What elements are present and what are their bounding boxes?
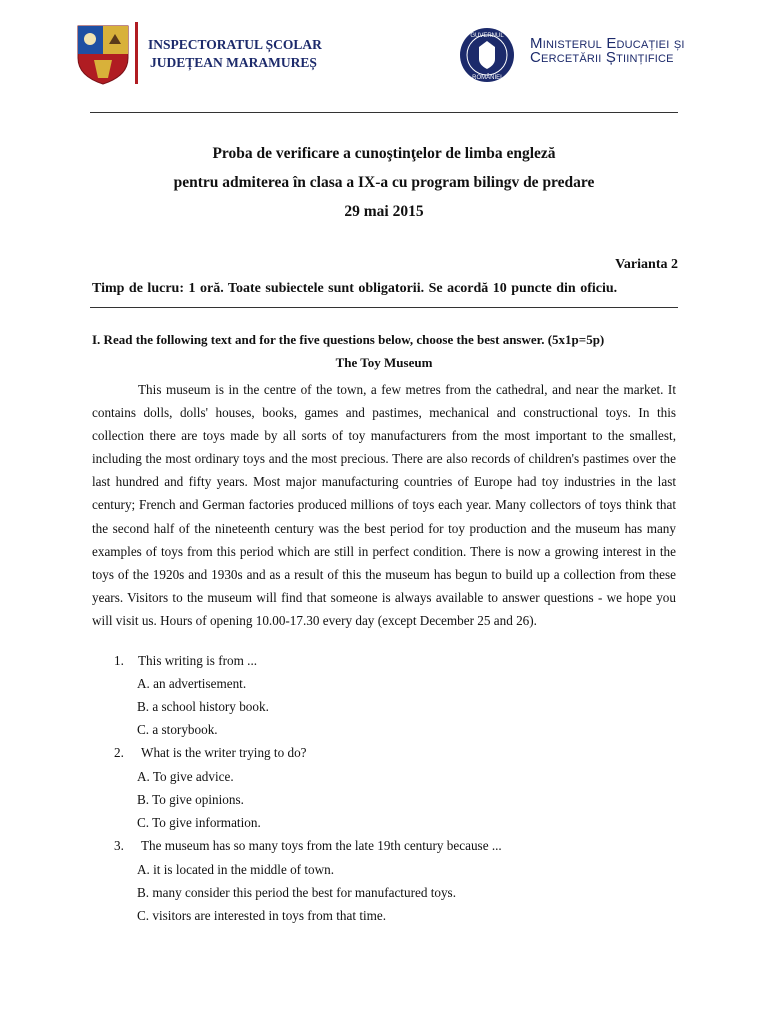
reading-passage: [92, 378, 676, 632]
text-title: The Toy Museum: [335, 355, 433, 370]
question-number: 3.: [114, 838, 124, 853]
question-number: 2.: [114, 745, 124, 760]
government-seal-icon: [458, 26, 516, 84]
ministry-line-2: Cercetării Științifice: [530, 49, 674, 66]
question-text: This writing is from ...: [138, 653, 258, 668]
seal-text-bottom: ROMÂNIEI: [472, 75, 502, 81]
exam-date: 29 mai 2015: [344, 203, 424, 220]
top-divider: [90, 112, 678, 113]
question-text: The museum has so many toys from the late 19th century because ...: [141, 838, 502, 853]
exam-title-line-1: Proba de verificare a cunoştinţelor de limba engleză: [212, 145, 556, 162]
q2-option-c[interactable]: C. To give information.: [137, 815, 261, 830]
question-number: 1.: [114, 653, 124, 668]
seal-text-top: GUVERNUL: [470, 33, 504, 39]
question-3: [114, 838, 502, 854]
q3-option-a[interactable]: A. it is located in the middle of town.: [137, 862, 335, 877]
section-instruction: I. Read the following text and for the five questions below, choose the best answer. (5x1p=5p): [92, 332, 605, 347]
header-divider-bar: [135, 22, 138, 84]
maramures-crest-icon: [76, 24, 130, 86]
question-2: [114, 745, 307, 761]
question-text: What is the writer trying to do?: [141, 745, 307, 760]
ministry-line-1: Ministerul Educației și: [530, 35, 685, 52]
isj-line-1: INSPECTORATUL ȘCOLAR: [148, 37, 322, 52]
exam-title-line-2: pentru admiterea în clasa a IX-a cu program bilingv de predare: [173, 174, 595, 191]
question-1: [114, 653, 257, 669]
q1-option-b[interactable]: B. a school history book.: [137, 699, 269, 714]
q3-option-b[interactable]: B. many consider this period the best for manufactured toys.: [137, 885, 456, 900]
q2-option-b[interactable]: B. To give opinions.: [137, 792, 244, 807]
ministry-name: [530, 37, 685, 65]
q2-option-a[interactable]: A. To give advice.: [137, 769, 234, 784]
q1-option-c[interactable]: C. a storybook.: [137, 722, 218, 737]
page-header: [0, 0, 768, 100]
q3-option-c[interactable]: C. visitors are interested in toys from that time.: [137, 908, 387, 923]
time-note: Timp de lucru: 1 oră. Toate subiectele sunt obligatorii. Se acordă 10 puncte din oficiu.: [92, 281, 618, 296]
isj-line-2: JUDEȚEAN MARAMUREȘ: [150, 55, 317, 70]
section-divider: [90, 307, 678, 308]
q1-option-a[interactable]: A. an advertisement.: [137, 676, 247, 691]
variant-label: Varianta 2: [615, 257, 678, 272]
isj-org-name: [148, 36, 322, 72]
passage-text: This museum is in the centre of the town, a few metres from the cathedral, and near the market. It contains dolls, dolls' houses, books, games and pastimes, mechanical and constructional toys. In this collection there are toys made by all sorts of toy manufacturers from the most important to the smallest, including the most ordinary toys and the most precious. There are also records of children's pastimes over the last hundred and fifty years. Most major manufacturing countries of Europe had toy industries in the last century; French and German factories produced millions of toys each year. Many collectors of toys think that the second half of the nineteenth century was the best period for toy production and the museum has many examples of toys from this period which are still in perfect condition. There is now a growing interest in the toys of the 1920s and 1930s and as a result of this the museum has begun to build up a collection from these years. Visitors to the museum will find that someone is always available to answer questions - we hope you will visit us. Hours of opening 10.00-17.30 every day (except December 25 and 26).: [92, 382, 676, 628]
